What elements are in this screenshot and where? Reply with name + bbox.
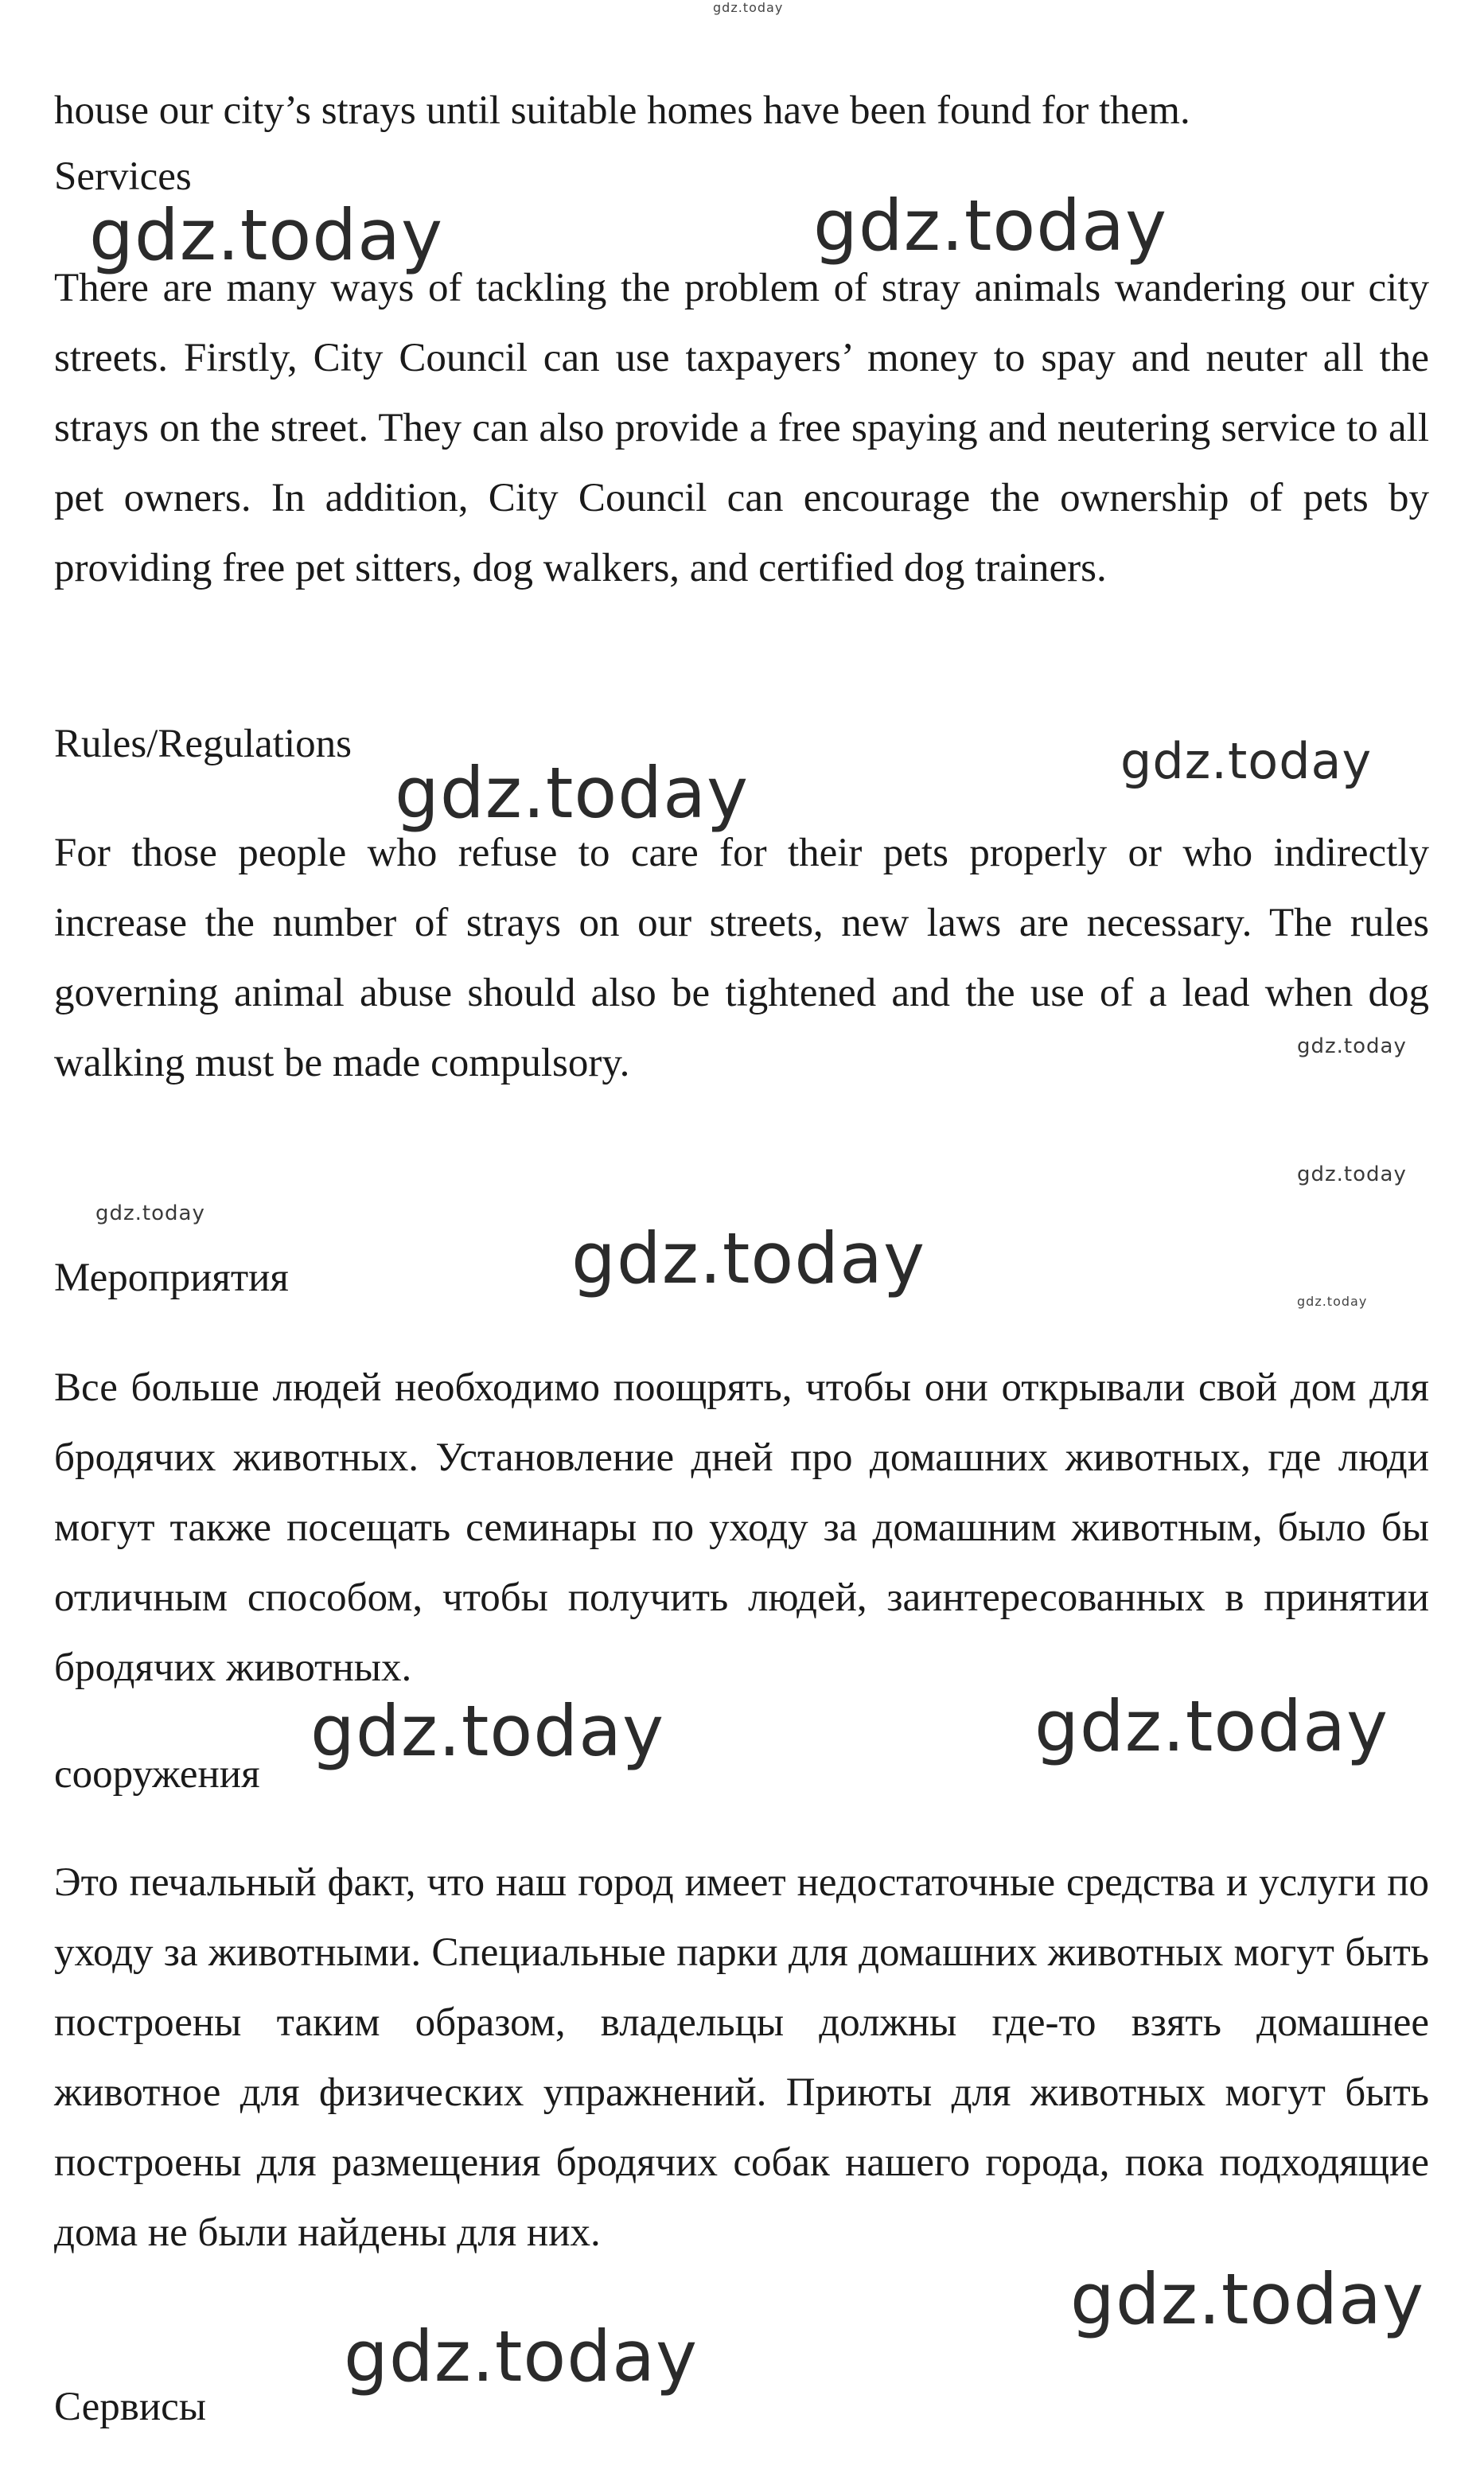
section-heading-facilities: сооружения (54, 1752, 260, 1797)
watermark: gdz.today (1070, 2258, 1425, 2340)
watermark: gdz.today (1120, 732, 1373, 790)
facilities-paragraph: Это печальный факт, что наш город имеет недостаточные средства и услуги по уходу за животными. Специальные парки для домашних животных могут быть построены таким образом, владельцы должны где-то взять домашнее животное для физических упражнений. Приюты для животных могут быть построены для размещения бродячих собак нашего города, пока подходящие дома не были найдены для них. (54, 1860, 1429, 2255)
watermark: gdz.today (1297, 1294, 1368, 1309)
watermark: gdz.today (813, 185, 1168, 267)
watermark: gdz.today (95, 1201, 205, 1225)
services-paragraph: There are many ways of tackling the problem of stray animals wandering our city streets. Firstly, City Council can use taxpayers’ money to spay and neuter all the strays on the street. They can also provide a free spaying and neutering service to all pet owners. In addition, City Council can encourage the ownership of pets by providing free pet sitters, dog walkers, and certified dog trainers. (54, 266, 1429, 590)
events-paragraph: Все больше людей необходимо поощрять, чтобы они открывали свой дом для бродячих животных. Установление дней про домашних животных, где люди могут также посещать семинары по уходу за домашним животным, было бы отличным способом, чтобы получить людей, заинтересованных в принятии бродячих животных. (54, 1365, 1429, 1690)
watermark: gdz.today (395, 752, 750, 834)
section-heading-events: Мероприятия (54, 1256, 289, 1300)
watermark: gdz.today (344, 2315, 699, 2397)
rules-paragraph: For those people who refuse to care for their pets properly or who indirectly increase the number of strays on our streets, new laws are necessary. The rules governing animal abuse should also be tightened and the use of a lead when dog walking must be made compulsory. (54, 831, 1429, 1085)
watermark: gdz.today (571, 1217, 926, 1299)
section-heading-services-ru: Сервисы (54, 2385, 207, 2429)
watermark: gdz.today (1034, 1685, 1389, 1767)
watermark-top: gdz.today (713, 0, 784, 15)
section-heading-rules: Rules/Regulations (54, 722, 352, 766)
section-heading-services: Services (54, 154, 192, 199)
watermark: gdz.today (89, 194, 444, 276)
continuation-paragraph: house our city’s strays until suitable homes have been found for them. (54, 88, 1190, 133)
watermark: gdz.today (310, 1690, 665, 1772)
watermark: gdz.today (1297, 1034, 1407, 1058)
watermark: gdz.today (1297, 1163, 1407, 1186)
